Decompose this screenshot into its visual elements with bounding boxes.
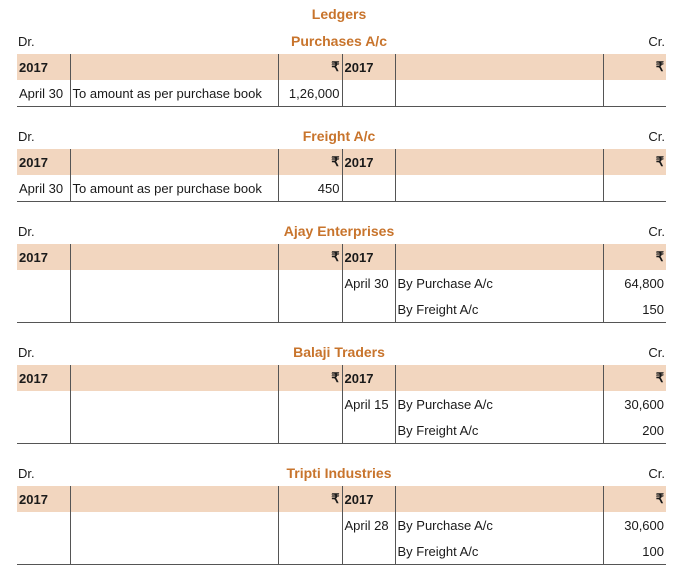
amount-credit: [603, 175, 666, 202]
ledger-tripti-industries: [0, 462, 678, 559]
amount-credit: [603, 80, 666, 107]
table-row: [17, 175, 666, 202]
particulars-left-header: [70, 486, 278, 512]
currency-left: ₹: [278, 486, 342, 512]
particulars-debit: [70, 391, 278, 417]
ledger-name: Freight A/c: [302, 128, 376, 144]
amount-debit: 450: [278, 175, 342, 202]
particulars-debit: [70, 417, 278, 444]
particulars-left-header: [70, 149, 278, 175]
amount-credit: 200: [603, 417, 666, 444]
particulars-credit: By Purchase A/c: [395, 391, 603, 417]
ledger-table: [17, 244, 666, 323]
ledger-table: [17, 149, 666, 202]
date-credit: [342, 80, 395, 107]
ledger-table: [17, 54, 666, 107]
year-left: 2017: [17, 365, 70, 391]
amount-credit: 100: [603, 538, 666, 565]
debit-label: Dr.: [18, 466, 35, 481]
debit-label: Dr.: [18, 34, 35, 49]
ledger-ajay-enterprises: [0, 220, 678, 317]
year-right: 2017: [342, 54, 395, 80]
amount-debit: [278, 512, 342, 538]
ledger-name: Ajay Enterprises: [283, 223, 395, 239]
year-right: 2017: [342, 244, 395, 270]
year-left: 2017: [17, 486, 70, 512]
table-header-row: [17, 244, 666, 270]
particulars-credit: By Freight A/c: [395, 417, 603, 444]
particulars-credit: [395, 175, 603, 202]
date-credit: April 28: [342, 512, 395, 538]
particulars-debit: [70, 296, 278, 323]
particulars-credit: By Purchase A/c: [395, 512, 603, 538]
year-right: 2017: [342, 486, 395, 512]
debit-label: Dr.: [18, 129, 35, 144]
ledger-header: [0, 125, 678, 149]
ledger-header: [0, 462, 678, 486]
currency-right: ₹: [603, 365, 666, 391]
date-debit: [17, 512, 70, 538]
credit-label: Cr.: [648, 466, 665, 481]
credit-label: Cr.: [648, 129, 665, 144]
amount-debit: [278, 391, 342, 417]
particulars-right-header: [395, 149, 603, 175]
particulars-left-header: [70, 244, 278, 270]
table-row: [17, 296, 666, 323]
particulars-debit: [70, 538, 278, 565]
credit-label: Cr.: [648, 224, 665, 239]
credit-label: Cr.: [648, 345, 665, 360]
date-debit: [17, 270, 70, 296]
currency-left: ₹: [278, 244, 342, 270]
particulars-right-header: [395, 54, 603, 80]
particulars-credit: [395, 80, 603, 107]
currency-left: ₹: [278, 365, 342, 391]
currency-right: ₹: [603, 244, 666, 270]
date-credit: [342, 538, 395, 565]
table-row: [17, 512, 666, 538]
currency-left: ₹: [278, 149, 342, 175]
ledger-name: Balaji Traders: [293, 344, 385, 360]
amount-debit: [278, 296, 342, 323]
year-right: 2017: [342, 365, 395, 391]
table-header-row: [17, 486, 666, 512]
amount-credit: 64,800: [603, 270, 666, 296]
date-debit: [17, 538, 70, 565]
particulars-left-header: [70, 54, 278, 80]
ledger-table: [17, 486, 666, 565]
ledger-header: [0, 30, 678, 54]
date-debit: April 30: [17, 80, 70, 107]
amount-debit: [278, 417, 342, 444]
year-left: 2017: [17, 149, 70, 175]
debit-label: Dr.: [18, 224, 35, 239]
ledger-name: Purchases A/c: [291, 33, 387, 49]
ledger-name: Tripti Industries: [286, 465, 392, 481]
ledger-header: [0, 220, 678, 244]
currency-left: ₹: [278, 54, 342, 80]
particulars-debit: [70, 512, 278, 538]
credit-label: Cr.: [648, 34, 665, 49]
date-credit: [342, 175, 395, 202]
amount-debit: [278, 538, 342, 565]
ledger-freight-a-c: [0, 125, 678, 196]
particulars-right-header: [395, 365, 603, 391]
currency-right: ₹: [603, 486, 666, 512]
debit-label: Dr.: [18, 345, 35, 360]
particulars-credit: By Freight A/c: [395, 296, 603, 323]
amount-credit: 30,600: [603, 391, 666, 417]
date-debit: [17, 391, 70, 417]
ledger-header: [0, 341, 678, 365]
date-debit: [17, 296, 70, 323]
date-credit: April 30: [342, 270, 395, 296]
ledger-purchases-a-c: [0, 30, 678, 101]
table-header-row: [17, 54, 666, 80]
ledger-table: [17, 365, 666, 444]
particulars-right-header: [395, 244, 603, 270]
amount-debit: 1,26,000: [278, 80, 342, 107]
table-row: [17, 270, 666, 296]
particulars-credit: By Freight A/c: [395, 538, 603, 565]
date-credit: [342, 296, 395, 323]
table-header-row: [17, 365, 666, 391]
amount-credit: 150: [603, 296, 666, 323]
particulars-left-header: [70, 365, 278, 391]
table-header-row: [17, 149, 666, 175]
date-debit: April 30: [17, 175, 70, 202]
amount-debit: [278, 270, 342, 296]
page-title: Ledgers: [311, 6, 367, 22]
particulars-right-header: [395, 486, 603, 512]
ledger-balaji-traders: [0, 341, 678, 438]
particulars-debit: To amount as per purchase book: [70, 175, 278, 202]
table-row: [17, 391, 666, 417]
table-row: [17, 80, 666, 107]
year-right: 2017: [342, 149, 395, 175]
currency-right: ₹: [603, 149, 666, 175]
amount-credit: 30,600: [603, 512, 666, 538]
date-credit: [342, 417, 395, 444]
particulars-credit: By Purchase A/c: [395, 270, 603, 296]
year-left: 2017: [17, 244, 70, 270]
date-debit: [17, 417, 70, 444]
currency-right: ₹: [603, 54, 666, 80]
date-credit: April 15: [342, 391, 395, 417]
particulars-debit: To amount as per purchase book: [70, 80, 278, 107]
particulars-debit: [70, 270, 278, 296]
table-row: [17, 417, 666, 444]
year-left: 2017: [17, 54, 70, 80]
table-row: [17, 538, 666, 565]
